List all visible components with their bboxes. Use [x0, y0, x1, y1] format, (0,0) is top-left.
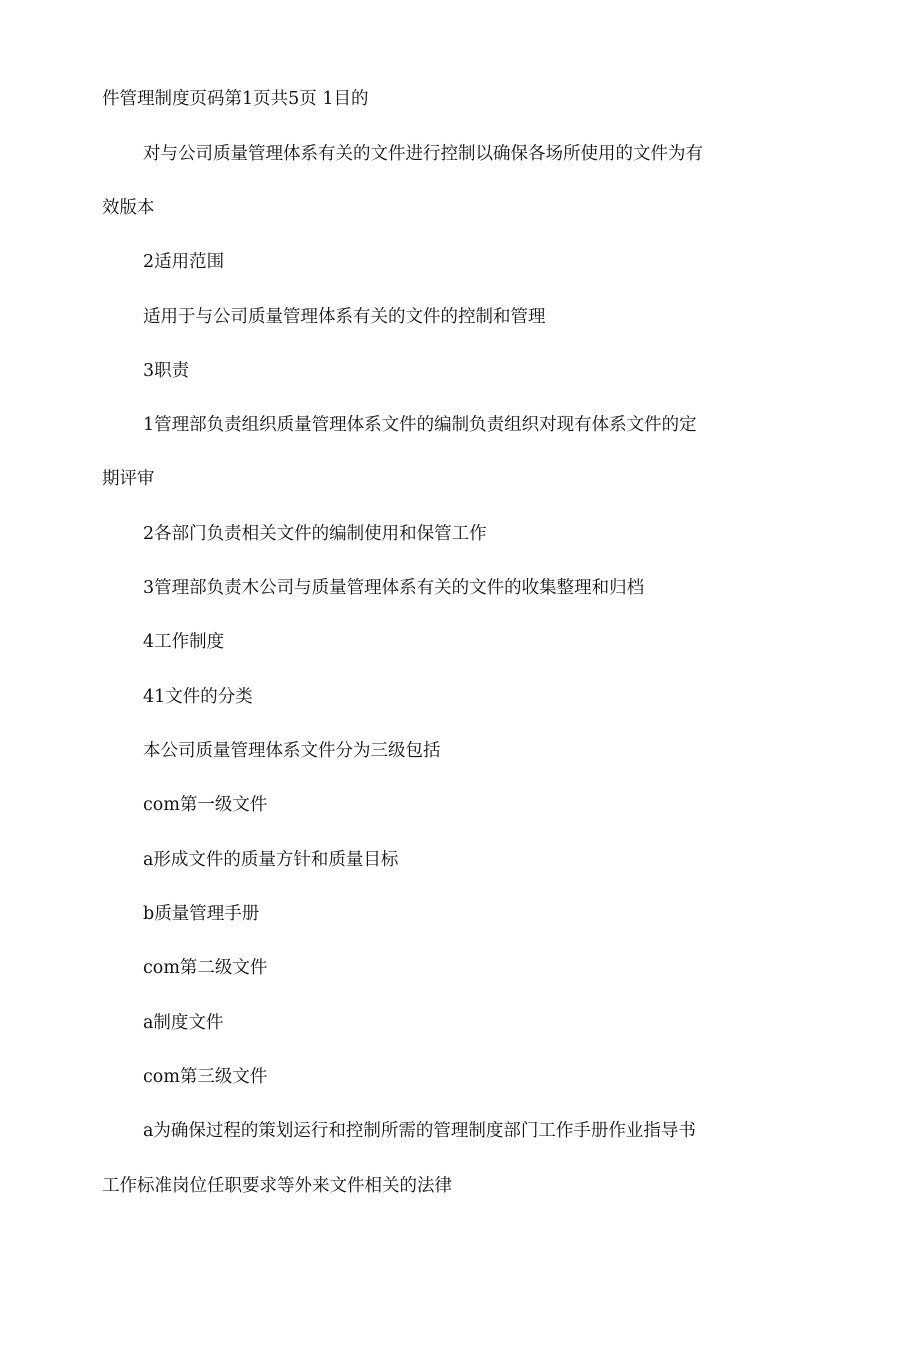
- work-system-heading: 4工作制度: [143, 632, 225, 652]
- purpose-text-line-1: 对与公司质量管理体系有关的文件进行控制以确保各场所使用的文件为有: [143, 144, 703, 164]
- level-1-item-b: b质量管理手册: [143, 904, 260, 924]
- purpose-text-line-2: 效版本: [102, 198, 155, 218]
- duty-3: 3管理部负责木公司与质量管理体系有关的文件的收集整理和归档: [143, 578, 645, 598]
- level-2-heading: com第二级文件: [143, 958, 268, 978]
- level-3-item-a-line-1: a为确保过程的策划运行和控制所需的管理制度部门工作手册作业指导书: [143, 1121, 696, 1141]
- level-1-heading: com第一级文件: [143, 795, 268, 815]
- classification-heading: 41文件的分类: [143, 687, 253, 707]
- scope-heading: 2适用范围: [143, 252, 225, 272]
- classification-intro: 本公司质量管理体系文件分为三级包括: [143, 741, 441, 761]
- duty-1-line-2: 期评审: [102, 469, 155, 489]
- duties-heading: 3职责: [143, 361, 190, 381]
- level-3-heading: com第三级文件: [143, 1067, 268, 1087]
- level-3-item-a-line-2: 工作标准岗位任职要求等外来文件相关的法律: [102, 1176, 452, 1196]
- header-line: 件管理制度页码第1页共5页 1目的: [102, 89, 369, 109]
- duty-2: 2各部门负责相关文件的编制使用和保管工作: [143, 524, 487, 544]
- scope-text: 适用于与公司质量管理体系有关的文件的控制和管理: [143, 307, 546, 327]
- duty-1-line-1: 1管理部负责组织质量管理体系文件的编制负责组织对现有体系文件的定: [143, 415, 697, 435]
- level-1-item-a: a形成文件的质量方针和质量目标: [143, 850, 399, 870]
- level-2-item-a: a制度文件: [143, 1013, 224, 1033]
